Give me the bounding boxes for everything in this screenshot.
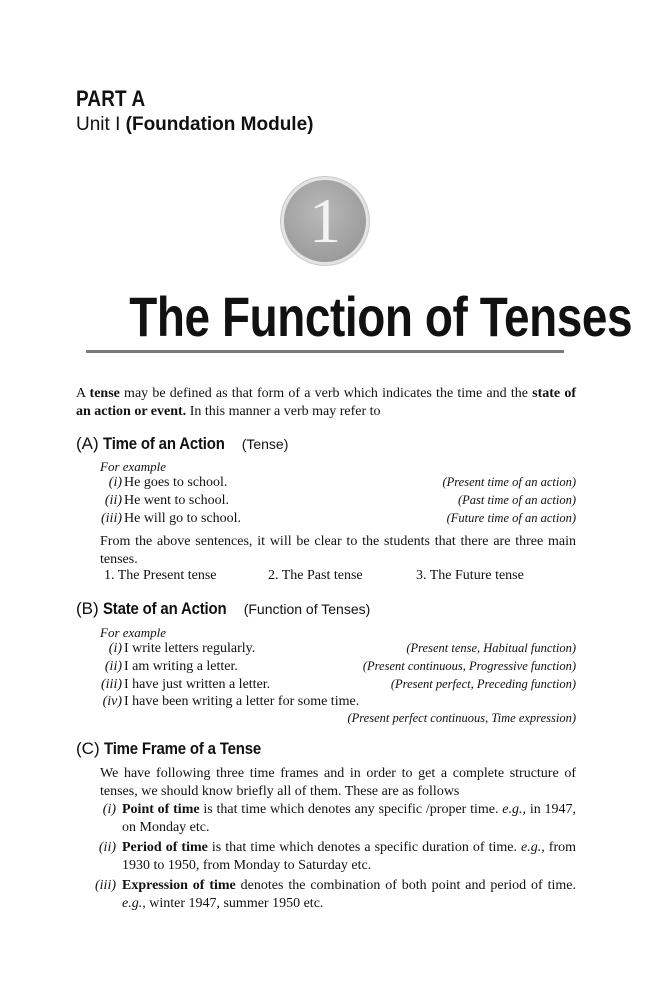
item-number: (ii) [98,840,116,855]
section-b-example-label: For example [100,625,167,640]
item-body: denotes the combination of both point and period of time. [235,878,576,893]
intro-paragraph [76,385,576,420]
item-term: Point of time [122,802,200,817]
item-term: Period of time [122,840,208,855]
item-text [122,801,576,836]
example-note: (Present perfect continuous, Time expression) [347,711,576,725]
section-b-example-row [76,641,576,659]
example-sentence: I have just written a letter. [124,677,271,692]
section-a-example-row [76,511,576,529]
section-a-example-row [76,493,576,511]
time-frame-item [76,801,576,836]
chapter-title: The Function of Tenses [129,285,633,348]
example-number: (i) [108,641,122,656]
section-b-example-row-note [76,711,576,729]
intro-term-tense: tense [89,386,120,401]
section-b-example-row [76,694,576,712]
section-c-letter: (C) [76,739,100,758]
unit-label: Unit I [76,114,121,135]
intro-text-1: A [76,386,90,401]
section-a-paren: (Tense) [241,436,289,452]
chapter-number: 1 [309,185,341,256]
example-note: (Present tense, Habitual function) [406,641,576,655]
example-note: (Present time of an action) [442,475,576,489]
item-text [122,839,576,874]
item-number: (iii) [95,878,116,893]
intro-text-3: In this manner a verb may refer to [186,403,381,419]
example-sentence: I have been writing a letter for some time. [124,694,360,709]
item-example: in 1947, on Monday etc. [122,802,576,835]
item-term: Expression of time [122,878,236,893]
section-b-example-row [76,677,576,695]
item-body: is that time which denotes any specific /proper time. [199,802,503,817]
example-sentence: I am writing a letter. [124,659,238,674]
section-a-paragraph: From the above sentences, it will be clear to the students that there are three main tenses. [100,534,576,567]
item-body: is that time which denotes a specific duration of time. [207,840,522,855]
tense-list-item: 1. The Present tense [104,568,217,583]
intro-text-2: may be defined as that form of a verb which indicates the time and the [119,386,533,401]
example-note: (Present perfect, Preceding function) [390,677,576,691]
item-text [122,877,576,912]
item-eg: e.g., [521,840,545,855]
example-sentence: I write letters regularly. [124,641,256,656]
section-b-letter: (B) [76,599,99,618]
part-heading: PART A [76,86,146,111]
example-sentence: He goes to school. [124,475,228,490]
item-eg: e.g., [122,895,146,911]
section-a-example-label: For example [100,459,167,474]
section-a-letter: (A) [76,434,99,453]
item-example: from 1930 to 1950, from Monday to Saturday etc. [122,840,576,873]
chapter-number-badge [284,180,366,262]
intro-term-state: state of an action or event. [76,386,576,419]
example-number: (i) [108,475,122,490]
section-a-heading [76,434,288,454]
section-c-title: Time Frame of a Tense [104,739,262,758]
example-number: (iv) [102,694,122,709]
item-example: winter 1947, summer 1950 etc. [145,895,324,911]
unit-heading [76,114,313,136]
section-b-example-row [76,659,576,677]
example-number: (ii) [104,659,122,674]
example-note: (Past time of an action) [457,493,576,507]
section-b-title: State of an Action [103,599,227,618]
tense-list-item: 3. The Future tense [416,568,524,583]
example-number: (iii) [101,511,122,526]
time-frame-item [76,839,576,874]
section-a-title: Time of an Action [103,434,226,453]
example-sentence: He went to school. [124,493,229,508]
example-number: (ii) [104,493,122,508]
section-c-heading [76,739,283,759]
example-number: (iii) [101,677,122,692]
section-b-heading [76,599,370,619]
section-b-paren: (Function of Tenses) [243,601,371,617]
example-sentence: He will go to school. [124,511,242,526]
item-number: (i) [102,802,116,817]
section-a-example-row [76,475,576,493]
item-eg: e.g., [502,802,527,817]
unit-module-name: (Foundation Module) [125,114,314,135]
title-underline [86,350,564,353]
tense-list-item: 2. The Past tense [268,568,363,583]
example-note: (Future time of an action) [446,511,576,525]
section-c-paragraph: We have following three time frames and in order to get a complete structure of tenses, we should know briefly all of them. These are as follows [100,766,576,799]
time-frame-item [76,877,576,912]
example-note: (Present continuous, Progressive function) [362,659,576,673]
